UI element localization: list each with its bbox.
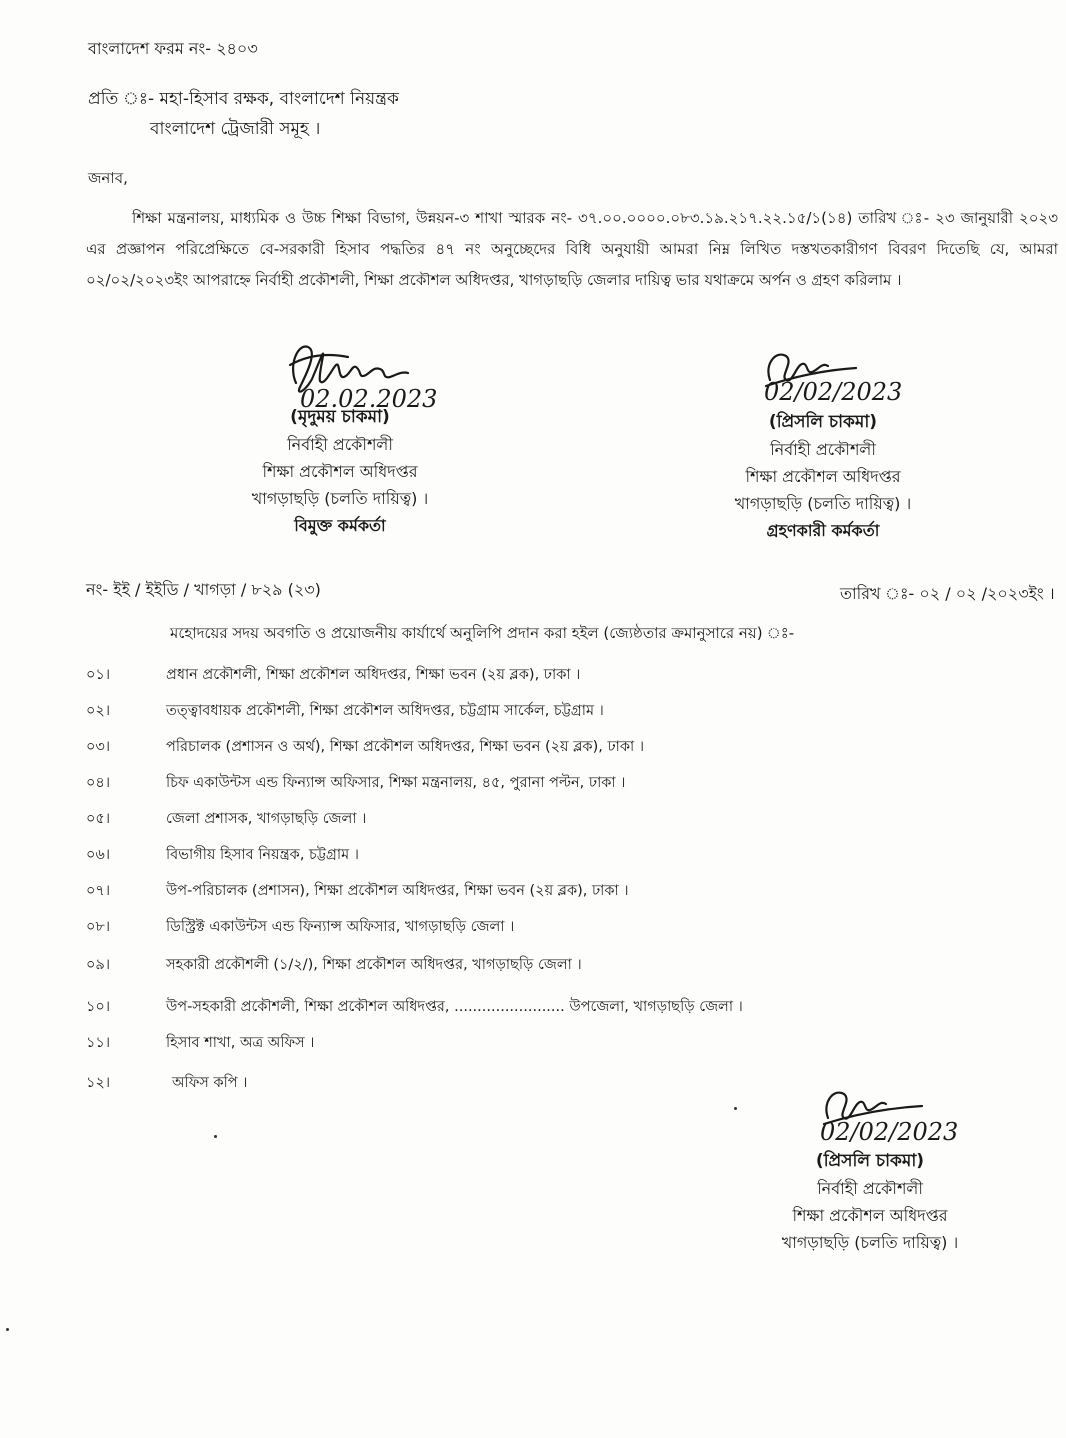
right-signatory-designation: নির্বাহী প্রকৌশলী [770,440,876,459]
form-number: বাংলাদেশ ফরম নং- ২৪০৩ [88,39,258,58]
right-signatory-name: (প্রিসলি চাকমা) [768,412,878,432]
left-signatory-role: বিমুক্ত কর্মকর্তা [294,516,386,535]
bottom-signatory-name: (প্রিসলি চাকমা) [815,1151,925,1171]
list-item-number: ০৭। [86,883,111,899]
list-item-number: ০৬। [86,847,111,863]
memo-date: তারিখ ঃ- ০২ / ০২ /২০২৩ইং । [840,584,1055,603]
bottom-signatory-location: খাগড়াছড়ি (চলতি দায়িত্ব) । [781,1233,959,1252]
list-item-number: ০৯। [86,957,111,973]
left-signature-image [278,335,458,415]
copy-intro: মহোদয়ের সদয় অবগতি ও প্রয়োজনীয় কার্যার্থে অনুলিপি প্রদান করা হইল (জ্যেষ্ঠতার ক্রমানুসারে নয়) ঃ- [170,624,795,642]
list-item-text: বিভাগীয় হিসাব নিয়ন্ত্রক, চট্টগ্রাম । [166,847,359,863]
left-signatory-name: (মৃদুময় চাকমা) [290,407,390,427]
list-item-text: ডিস্ট্রিক্ট একাউন্টস এন্ড ফিন্যান্স অফিসার, খাগড়াছড়ি জেলা । [166,919,515,935]
right-signature-date: 02/02/2023 [764,378,903,406]
bottom-signature-date: 02/02/2023 [820,1118,959,1146]
list-item-number: ০২। [86,703,111,719]
list-item-text: পরিচালক (প্রশাসন ও অর্থ), শিক্ষা প্রকৌশল অধিদপ্তর, শিক্ষা ভবন (২য় ব্লক), ঢাকা । [166,739,645,755]
right-signatory [688,409,958,544]
list-item-text: উপ-সহকারী প্রকৌশলী, শিক্ষা প্রকৌশল অধিদপ্তর, ........................ উপজেলা, খাগড়াছড়ি জেলা । [166,999,743,1015]
list-item-text: তত্ত্বাবধায়ক প্রকৌশলী, শিক্ষা প্রকৌশল অধিদপ্তর, চট্টগ্রাম সার্কেল, চট্টগ্রাম । [166,703,604,719]
list-item-number: ০১। [86,667,111,683]
list-item-text: হিসাব শাখা, অত্র অফিস । [166,1035,315,1051]
scan-speck [214,1135,217,1138]
right-signature-image [756,340,906,410]
body-paragraph: শিক্ষা মন্ত্রনালয়, মাধ্যমিক ও উচ্চ শিক্ষা বিভাগ, উন্নয়ন-৩ শাখা স্মারক নং- ৩৭.০০.০০০০.০৮৩.১৯.২১৭.২২.১৫/১(১৪) তারিখ ঃ- ২৩ জানুয়ারী ২০২৩ এর প্রজ্ঞাপন পরিপ্রেক্ষিতে বে-সরকারী হিসাব পদ্ধতির ৪৭ নং অনুচ্ছেদের বিধি অনুযায়ী আমরা নিম্ন লিখিত দস্তখতকারীগণ বিবরণ দিতেছি যে, আমরা ০২/০২/২০২৩ইং আপরাহ্নে নির্বাহী প্রকৌশলী, শিক্ষা প্রকৌশল অধিদপ্তর, খাগড়াছড়ি জেলার দায়িত্ব ভার যথাক্রমে অর্পন ও গ্রহণ করিলাম । [86,209,1058,289]
right-signatory-office: শিক্ষা প্রকৌশল অধিদপ্তর [745,467,901,486]
scan-speck [734,1107,737,1110]
memo-number: নং- ইই / ইইডি / খাগড়া / ৮২৯ (২৩) [86,580,321,599]
bottom-signatory-designation: নির্বাহী প্রকৌশলী [817,1179,923,1198]
list-item-number: ১২। [86,1075,111,1091]
list-item-text: উপ-পরিচালক (প্রশাসন), শিক্ষা প্রকৌশল অধিদপ্তর, শিক্ষা ভবন (২য় ব্লক), ঢাকা । [166,883,629,899]
bottom-signature-image [812,1080,982,1150]
scan-speck [6,1328,9,1331]
left-signatory [205,404,475,539]
recipient-line-1: প্রতি ঃ- মহা-হিসাব রক্ষক, বাংলাদেশ নিয়ন্ত্রক [88,89,399,109]
list-item-number: ১০। [86,999,111,1015]
list-item-text: জেলা প্রশাসক, খাগড়াছড়ি জেলা । [166,811,367,827]
bottom-signatory-office: শিক্ষা প্রকৌশল অধিদপ্তর [792,1206,948,1225]
list-item-text: সহকারী প্রকৌশলী (১/২/), শিক্ষা প্রকৌশল অধিদপ্তর, খাগড়াছড়ি জেলা । [166,957,582,973]
left-signatory-office: শিক্ষা প্রকৌশল অধিদপ্তর [262,462,418,481]
bottom-signatory [740,1148,1000,1256]
left-signatory-designation: নির্বাহী প্রকৌশলী [287,435,393,454]
recipient-line-2: বাংলাদেশ ট্রেজারী সমূহ । [150,119,321,139]
list-item-number: ০৮। [86,919,111,935]
list-item-number: ০৪। [86,775,111,791]
right-signatory-role: গ্রহণকারী কর্মকর্তা [766,521,880,540]
right-signatory-location: খাগড়াছড়ি (চলতি দায়িত্ব) । [734,494,912,513]
list-item-number: ১১। [86,1035,111,1051]
left-signature-date: 02.02.2023 [300,385,438,413]
salutation: জনাব, [88,169,128,187]
list-item-text: অফিস কপি । [172,1075,248,1091]
list-item-text: প্রধান প্রকৌশলী, শিক্ষা প্রকৌশল অধিদপ্তর, শিক্ষা ভবন (২য় ব্লক), ঢাকা । [166,667,581,683]
list-item-number: ০৫। [86,811,111,827]
left-signatory-location: খাগড়াছড়ি (চলতি দায়িত্ব) । [251,489,429,508]
list-item-number: ০৩। [86,739,111,755]
list-item-text: চিফ একাউন্টস এন্ড ফিন্যান্স অফিসার, শিক্ষা মন্ত্রনালয়, ৪৫, পুরানা পল্টন, ঢাকা । [166,775,626,791]
